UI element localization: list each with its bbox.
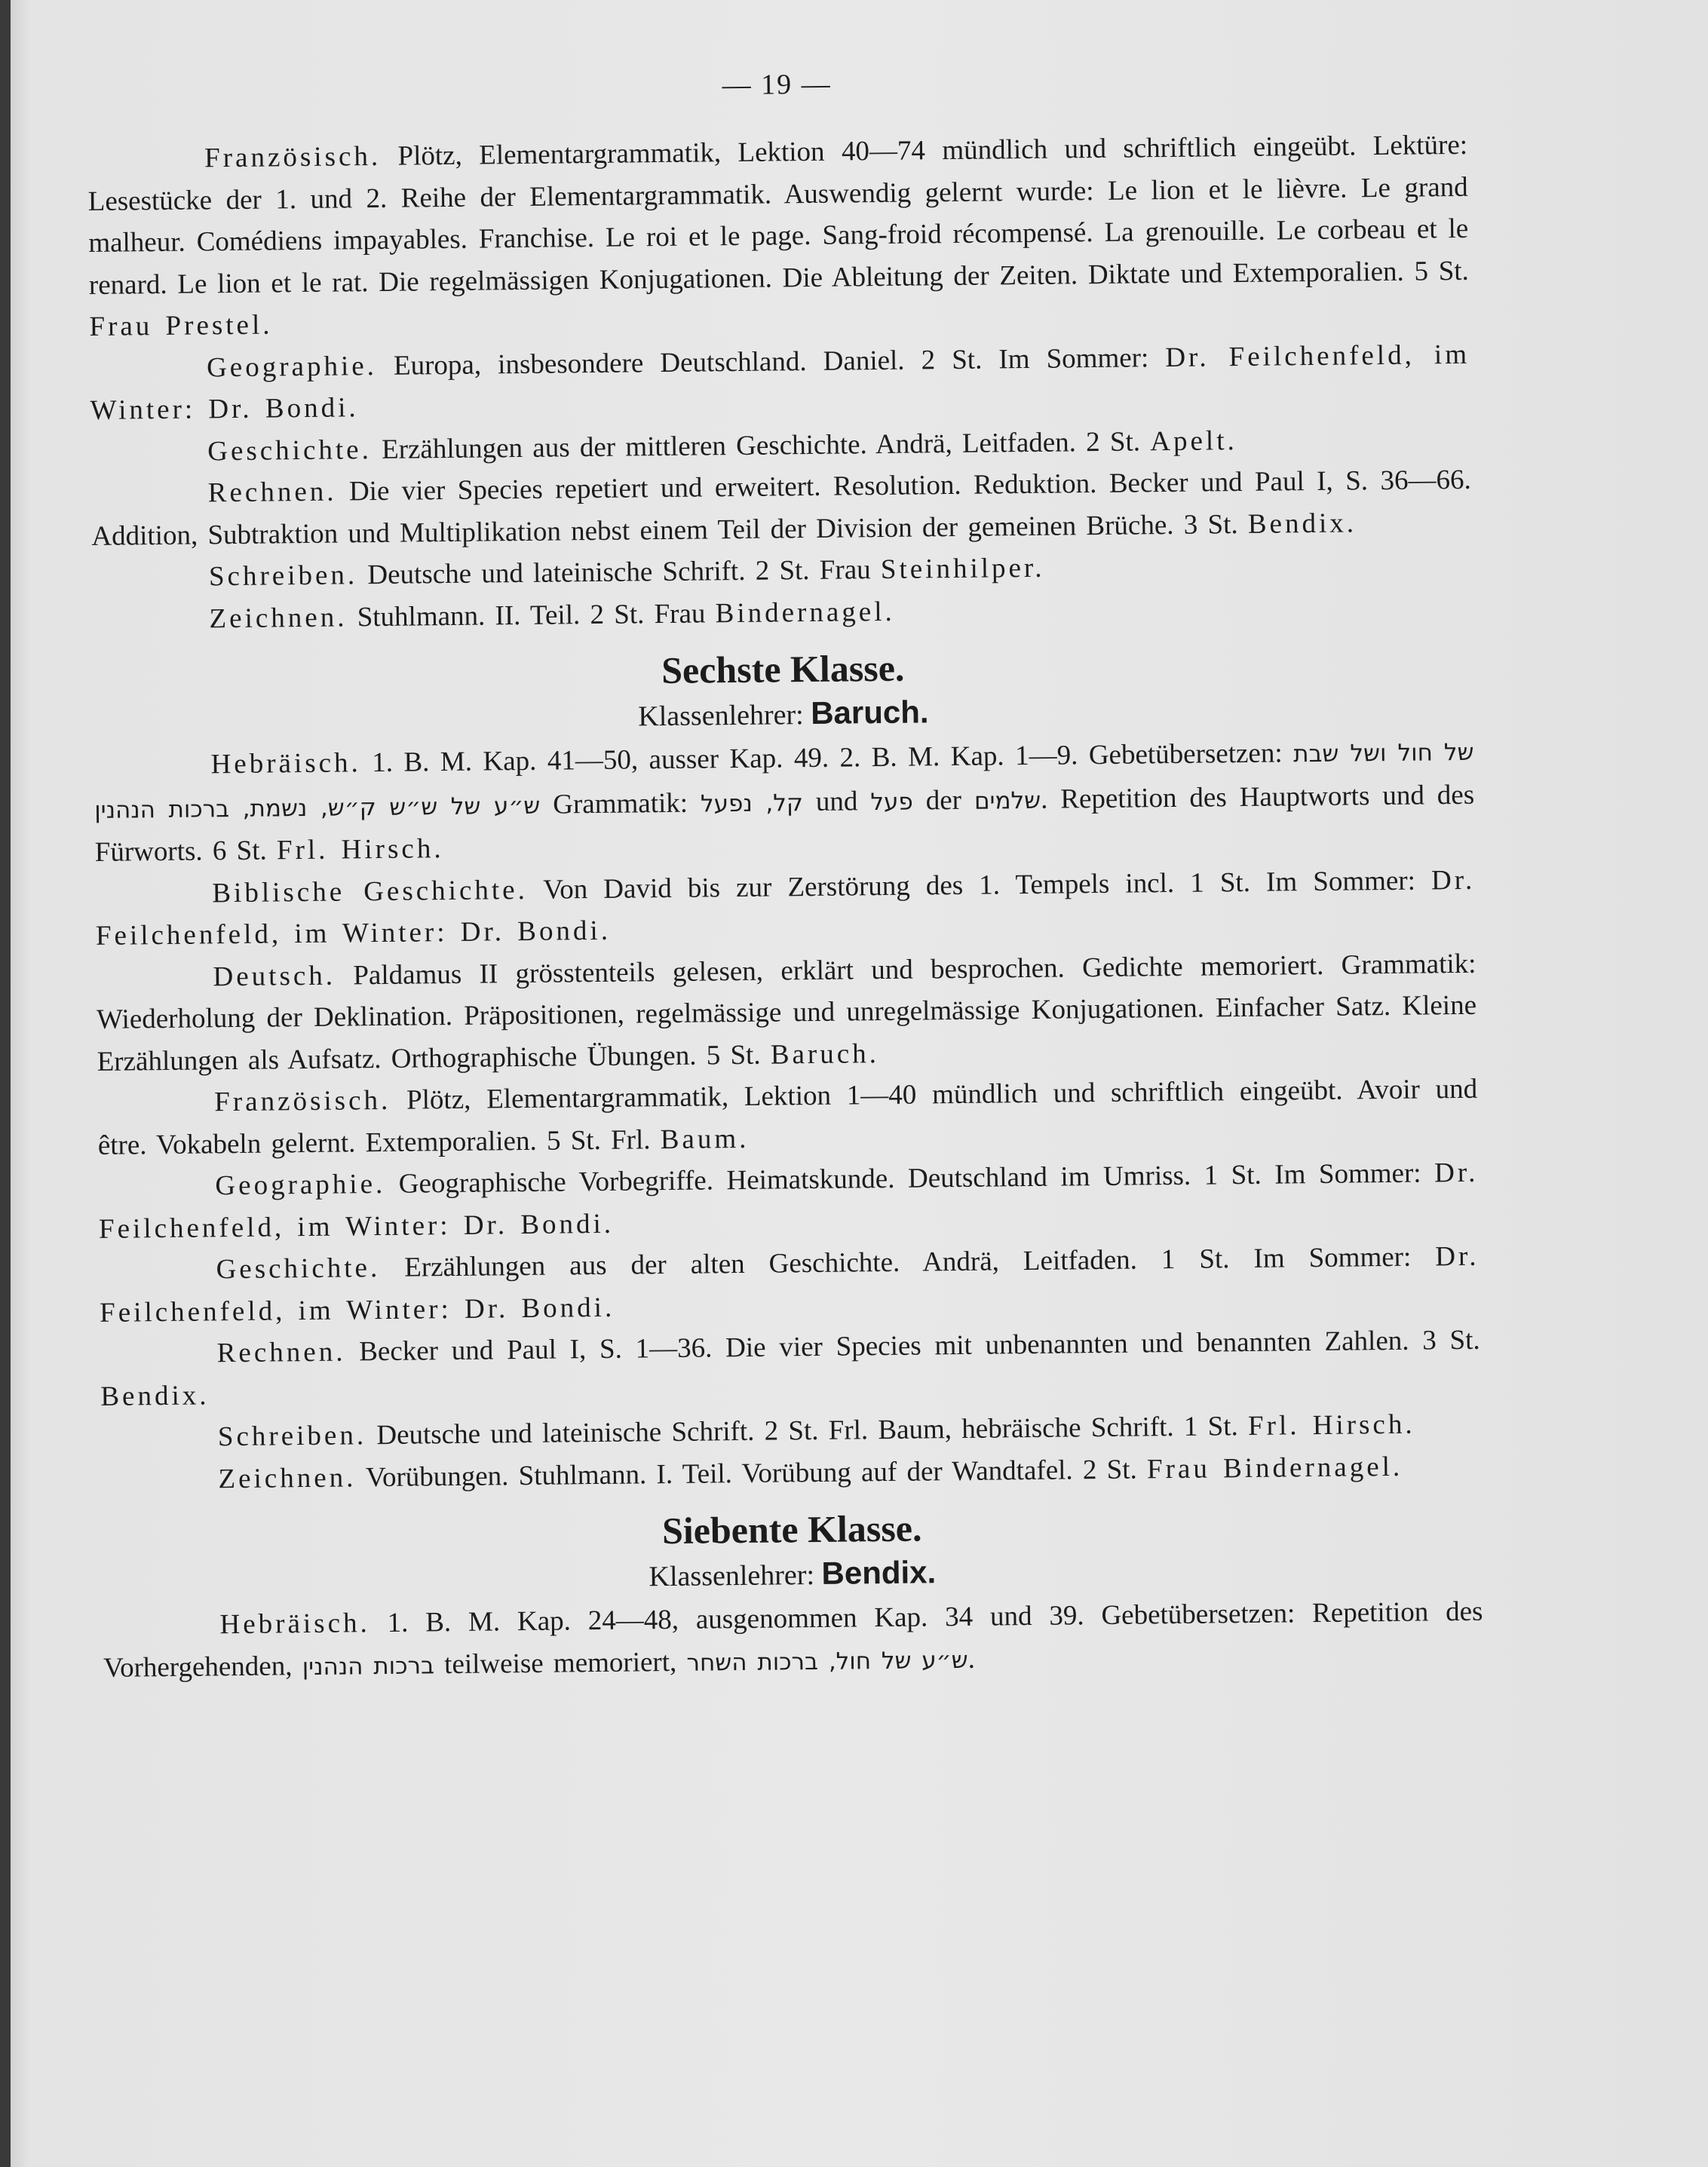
teacher-name: Apelt. [1150,425,1237,457]
subject-paragraph [90,333,1470,431]
subject-head: Französisch. [204,140,382,174]
subject-head: Zeichnen. [218,1461,357,1494]
hebrew-text: שלמים [974,786,1041,815]
subject-text: Becker und Paul I, S. 1—36. Die vier Species mit unbenannten und benannten Zahlen. 3 St. [359,1324,1480,1368]
subject-text: teilweise memoriert, [443,1646,677,1680]
subject-head: Rechnen. [216,1336,346,1369]
subject-text: Europa, insbesondere Deutschland. Daniel. 2 St. Im Sommer: [393,342,1149,382]
subject-hebraeisch-sechste [94,731,1475,874]
subject-paragraph [98,1152,1479,1250]
subject-head: Geographie. [215,1168,386,1202]
page-content [87,61,1483,1690]
subject-text: Erzählungen aus der alten Geschichte. Andrä, Leitfaden. 1 St. Im Sommer: [404,1241,1412,1283]
subject-text: . Repetition des Hauptworts und des Fürworts. 6 St. [94,779,1475,868]
subject-text: Deutsche und lateinische Schrift. 2 St. Frau [367,554,871,591]
subject-text: 1. B. M. Kap. 41—50, ausser Kap. 49. 2. B. M. Kap. 1—9. Gebetübersetzen: [372,737,1283,779]
subject-paragraph [100,1320,1480,1418]
subject-paragraph [87,124,1470,348]
teacher-name: Frau Prestel. [89,309,273,342]
hebrew-text: של חול ושל שבת ש״ע של ש״ש ק״ש, נשמת, ברכות הנהנין [94,738,1474,824]
subject-text: Stuhlmann. II. Teil. 2 St. Frau [357,597,706,633]
subject-text: Grammatik: [553,787,688,820]
subject-head: Hebräisch. [210,747,362,780]
subject-hebraeisch-siebente [103,1591,1483,1690]
page-number: — 19 — [722,68,832,102]
subject-paragraph [95,859,1476,957]
teacher-name: Dr. Feilchenfeld, im Winter: Dr. Bondi. [90,339,1470,426]
hebrew-text: ש״ע של חול, ברכות השחר [686,1646,968,1677]
teacher-name: Steinhilper. [880,552,1045,586]
subject-head: Geographie. [206,350,378,383]
klassenlehrer-label: Klassenlehrer: [649,1559,815,1593]
teacher-name: Frau Bindernagel. [1146,1451,1403,1485]
teacher-name: Bendix. [1247,507,1357,540]
subject-text: Die vier Species repetiert und erweitert. Resolution. Reduktion. Becker und Paul I, S. 36—66. Addition, Subtraktion und Multiplikation nebst einem Teil der Division der gemeinen Brüche. 3 St. [91,464,1471,552]
hebrew-text: קל, נפעל [700,789,804,818]
teacher-name: Dr. Feilchenfeld, im Winter: Dr. Bondi. [98,1157,1479,1245]
klassenlehrer-name: Bendix. [821,1554,937,1591]
subject-paragraph [97,1068,1478,1166]
teacher-name: Frl. Hirsch. [276,833,444,866]
sechste-klasse-subjects [95,859,1482,1501]
subject-text: Erzählungen aus der mittleren Geschichte. Andrä, Leitfaden. 2 St. [381,425,1141,465]
teacher-name: Frl. Hirsch. [1247,1408,1415,1442]
subject-head: Französisch. [214,1084,391,1118]
section-title-sechste-klasse: Sechste Klasse. [661,646,905,692]
teacher-name: Dr. Feilchenfeld, im Winter: Dr. Bondi. [99,1240,1480,1329]
subject-head: Deutsch. [213,960,336,992]
subject-paragraph [91,459,1472,557]
subject-text: Plötz, Elementargrammatik, Lektion 1—40 mündlich und schriftlich eingeübt. Avoir und être. Vokabeln gelernt. Extemporalien. 5 St. Frl. [97,1073,1478,1161]
subject-text: 1. B. M. Kap. 24—48, ausgenommen Kap. 34 und 39. Gebetübersetzen: Repetition des Vorhergehenden, [103,1595,1483,1684]
teacher-name: Bindernagel. [715,596,895,629]
teacher-name: Baum. [660,1123,750,1155]
subject-head: Hebräisch. [219,1608,370,1641]
subject-text: Plötz, Elementargrammatik, Lektion 40—74 mündlich und schriftlich eingeübt. Lektüre: Lesestücke der 1. und 2. Reihe der Elementargrammatik. Auswendig gelernt wurde: Le lion et le lièvre. Le grand malheur. Comédiens impayables. Franchise. Le roi et le page. Sang-froid récompensé. La grenouille. Le corbeau et le renard. Le lion et le rat. Die regelmässigen Konjugationen. Die Ableitung der Zeiten. Diktate und Extemporalien. 5 St. [87,129,1470,301]
subject-head: Rechnen. [207,476,337,509]
klassenlehrer-name: Baruch. [810,694,929,731]
page-binding-edge [0,0,11,2167]
subject-text: und [815,785,858,817]
teacher-name: Baruch. [770,1038,880,1071]
previous-class-subjects [87,124,1473,641]
subject-text: Vorübungen. Stuhlmann. I. Teil. Vorübung auf der Wandtafel. 2 St. [365,1454,1137,1493]
subject-text: Von David bis zur Zerstörung des 1. Tempels incl. 1 St. Im Sommer: [543,865,1416,906]
subject-text: der [925,784,962,816]
subject-text: . [967,1643,976,1675]
klassenlehrer-label: Klassenlehrer: [638,699,804,733]
subject-paragraph [96,943,1477,1083]
subject-text: Deutsche und lateinische Schrift. 2 St. Frl. Baum, hebräische Schrift. 1 St. [376,1411,1239,1451]
subject-text: Paldamus II grösstenteils gelesen, erklärt und besprochen. Gedichte memoriert. Grammatik: Wiederholung der Deklination. Präpositionen, regelmässige und unregelmässige Konjugationen. Einfacher Satz. Kleine Erzählungen als Aufsatz. Orthographische Übungen. 5 St. [96,948,1477,1077]
subject-head: Schreiben. [208,559,358,593]
hebrew-text: ברכות הנהנין [302,1651,435,1681]
teacher-name: Bendix. [100,1379,210,1412]
subject-text: Geographische Vorbegriffe. Heimatskunde. Deutschland im Umriss. 1 St. Im Sommer: [398,1157,1421,1200]
subject-head: Geschichte. [207,434,373,467]
teacher-name: Dr. Feilchenfeld, im Winter: Dr. Bondi. [95,864,1476,952]
section-title-siebente-klasse: Siebente Klasse. [661,1506,922,1552]
hebrew-text: פעל [870,788,913,816]
subject-head: Geschichte. [216,1252,381,1286]
subject-paragraph [99,1236,1480,1334]
subject-head: Zeichnen. [209,601,348,634]
subject-head: Schreiben. [217,1420,367,1453]
subject-head: Biblische Geschichte. [212,874,529,909]
